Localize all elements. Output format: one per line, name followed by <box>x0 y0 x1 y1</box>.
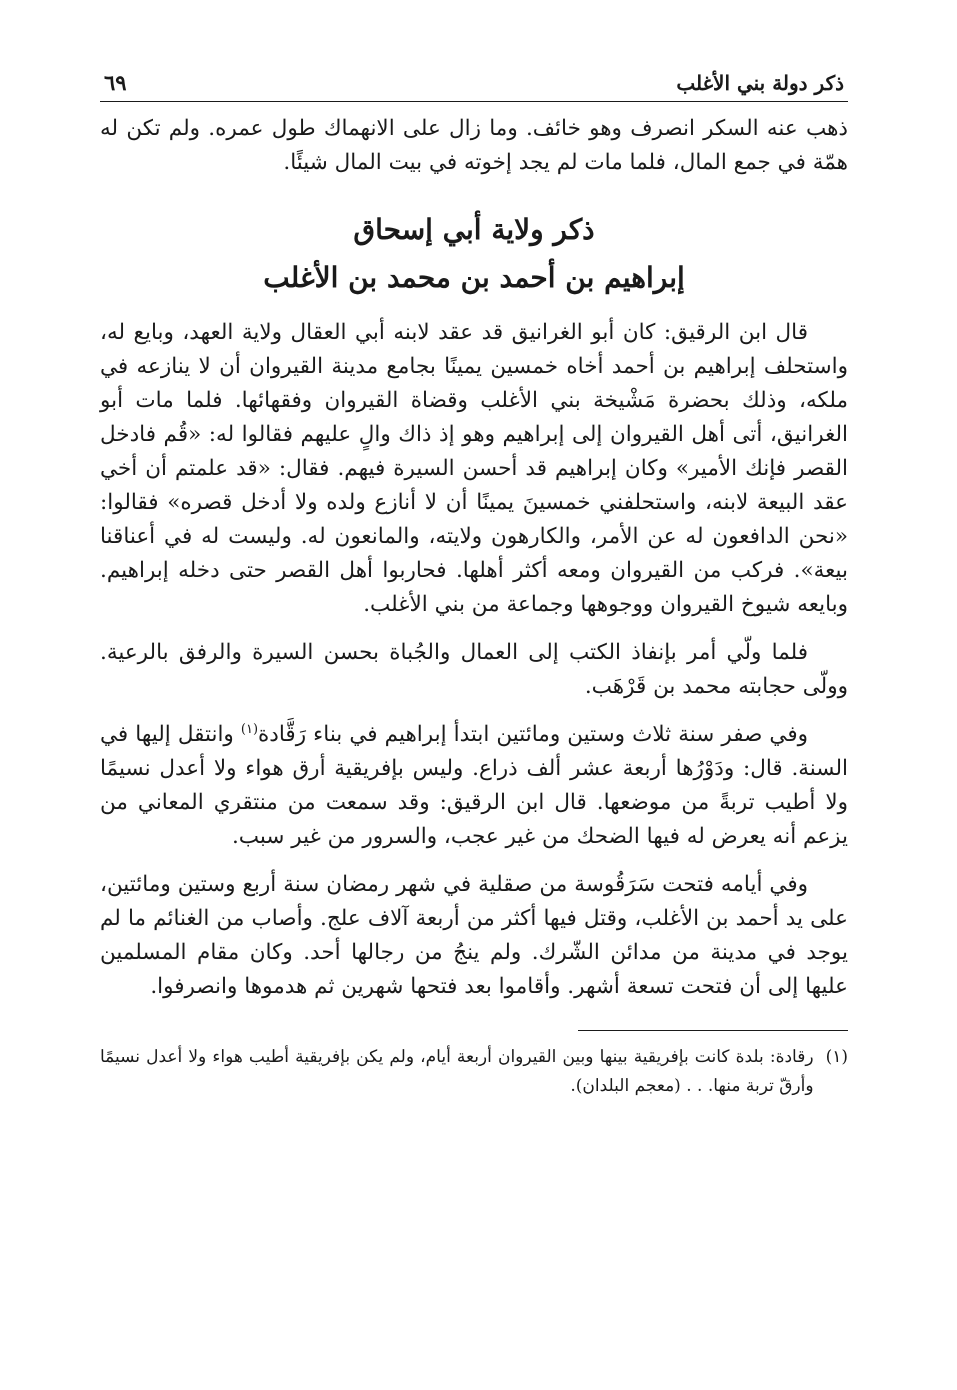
paragraph-syracuse: وفي أيامه فتحت سَرَقُوسة من صقلية في شهر رمضان سنة أربع وستين ومائتين، على يد أحمد بن الأغلب، وقتل فيها أكثر من أربعة آلاف علج. وأصاب من الغنائم ما لم يوجد في مدينة من مدائن الشّرك. ولم ينجُ من رجالها أحد. وكان مقام المسلمين عليها إلى أن فتحت تسعة أشهر. وأقاموا بعد فتحها شهرين ثم هدموها وانصرفوا. <box>100 872 848 999</box>
footnote-separator <box>578 1030 848 1031</box>
paragraph-succession: قال ابن الرقيق: كان أبو الغرانيق قد عقد لابنه أبي العقال ولاية العهد، وبايع له، واستحلف إبراهيم بن أحمد أخاه خمسين يمينًا بجامع مدينة القيروان أن لا ينازعه في ملكه، وذلك بحضرة مَشْيخة بني الأغلب وقضاة القيروان وفقهائها. فلما مات أبو الغرانيق، أتى أهل القيروان إلى إبراهيم وهو إذ ذاك والٍ عليهم فقالوا له: «قُم فادخل القصر فإنك الأمير» وكان إبراهيم قد أحسن السيرة فيهم. فقال: «قد علمتم أن أخي عقد البيعة لابنه، واستحلفني خمسينَ يمينًا أن لا أنازع ولده ولا أدخل قصره» فقالوا: «نحن الدافعون له عن الأمر، والكارهون ولايته، والمانعون له. وليست له في أعناقنا بيعة». فركب من القيروان ومعه أكثر أهلها. فحاربوا أهل القصر حتى دخله إبراهيم. وبايعه شيوخ القيروان ووجوهها وجماعة من بني الأغلب. <box>100 320 848 617</box>
section-heading-line2: إبراهيم بن أحمد بن محمد بن الأغلب <box>263 261 685 294</box>
running-header <box>100 70 848 102</box>
paragraph-raqqada-start: وفي صفر سنة ثلاث وستين ومائتين ابتدأ إبراهيم في بناء رَقَّادة <box>258 722 808 747</box>
footnote-marker: (١) <box>825 1047 848 1067</box>
paragraph-governance: فلما ولّي أمر بإنفاذ الكتب إلى العمال والجُباة بحسن السيرة والرفق بالرعية. وولّى حجابته محمد بن قَرْهَب. <box>100 640 848 699</box>
footnote <box>100 1043 848 1101</box>
book-page <box>100 70 848 1101</box>
paragraph-continued: ذهب عنه السكر انصرف وهو خائف. وما زال على الانهماك طول عمره. ولم تكن له همّة في جمع المال، فلما مات لم يجد إخوته في بيت المال شيئًا. <box>100 116 848 175</box>
paragraph-raqqada <box>100 718 848 854</box>
running-title: ذكر دولة بني الأغلب <box>676 71 844 95</box>
paragraph-raqqada-end: وانتقل إليها في السنة. قال: ودَوْرُها أربعة عشر ألف ذراع. وليس بإفريقية أرق هواء ولا أعدل نسيمًا ولا أطيب تربةً من موضعها. قال ابن الرقيق: وقد سمعت من منتقري المعاني من يزعم أنه يعرض له فيها الضحك من غير عجب، والسرور من غير سبب. <box>100 722 848 849</box>
section-heading-line1: ذكر ولاية أبي إسحاق <box>353 213 595 246</box>
page-number: ٦٩ <box>104 70 127 95</box>
footnote-text: رقادة: بلدة كانت بإفريقية بينها وبين القيروان أربعة أيام، ولم يكن بإفريقية أطيب هواء ولا أعدل نسيمًا وأرقّ تربة منها. . . (معجم البلدان). <box>100 1047 814 1096</box>
footnote-reference[interactable]: (١) <box>240 721 259 737</box>
